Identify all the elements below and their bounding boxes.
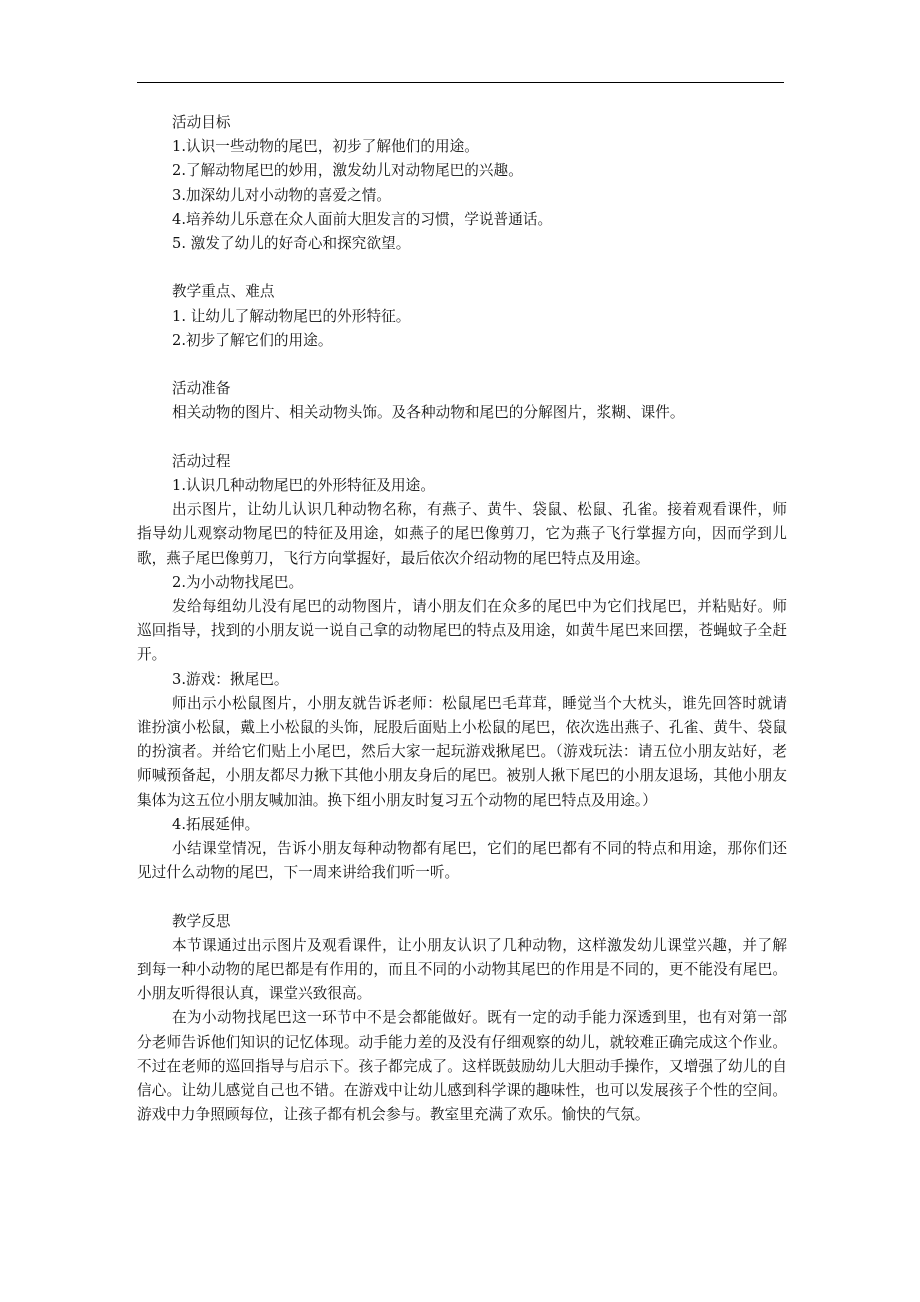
goal-item: 3.加深幼儿对小动物的喜爱之情。 [172,186,392,204]
section-heading: 活动过程 [172,452,231,470]
process-step-text: 师出示小松鼠图片，小朋友就告诉老师：松鼠尾巴毛茸茸，睡觉当个大枕头，谁先回答时就请谁扮演小松鼠，戴上小松鼠的头饰，屁股后面贴上小松鼠的尾巴，依次选出燕子、孔雀、黄牛、袋鼠的扮演者。并给它们贴上小尾巴，然后大家一起玩游戏揪尾巴。（游戏玩法：请五位小朋友站好，老师喊预备起，小朋友都尽力揪下其他小朋友身后的尾巴。被别人揪下尾巴的小朋友退场，其他小朋友集体为这五位小朋友喊加油。换下组小朋友时复习五个动物的尾巴特点及用途。） [137,694,787,809]
section-heading: 活动准备 [172,380,231,398]
section-heading: 教学重点、难点 [172,283,275,301]
process-step-text: 出示图片，让幼儿认识几种动物名称，有燕子、黄牛、袋鼠、松鼠、孔雀。接着观看课件，师指导幼儿观察动物尾巴的特征及用途，如燕子的尾巴像剪刀，它为燕子飞行掌握方向，因而学到儿歌，燕子尾巴像剪刀，飞行方向掌握好，最后依次介绍动物的尾巴特点及用途。 [137,501,787,567]
section-key-points [137,280,787,353]
key-point-item: 1. 让幼儿了解动物尾巴的外形特征。 [172,307,411,325]
section-preparation [137,377,787,425]
process-step-title: 3.游戏：揪尾巴。 [172,670,289,688]
process-step-text: 发给每组幼儿没有尾巴的动物图片，请小朋友们在众多的尾巴中为它们找尾巴，并粘贴好。师巡回指导，找到的小朋友说一说自己拿的动物尾巴的特点及用途，如黄牛尾巴来回摆，苍蝇蚊子全赶开。 [137,598,787,664]
goal-item: 1.认识一些动物的尾巴，初步了解他们的用途。 [172,138,479,156]
reflection-paragraph: 在为小动物找尾巴这一环节中不是会都能做好。既有一定的动手能力深透到里，也有对第一部分老师告诉他们知识的记忆体现。动手能力差的及没有仔细观察的幼儿，就较难正确完成这个作业。不过在老师的巡回指导与启示下。孩子都完成了。这样既鼓励幼儿大胆动手操作，又增强了幼儿的自信心。让幼儿感觉自己也不错。在游戏中让幼儿感到科学课的趣味性，也可以发展孩子个性的空间。游戏中力争照顾每位，让孩子都有机会参与。教室里充满了欢乐。愉快的气氛。 [137,1009,787,1124]
goal-item: 4.培养幼儿乐意在众人面前大胆发言的习惯，学说普通话。 [172,210,553,228]
section-process [137,450,787,886]
section-heading: 教学反思 [172,912,231,930]
goal-item: 2.了解动物尾巴的妙用，激发幼儿对动物尾巴的兴趣。 [172,162,523,180]
header-rule [137,82,784,83]
preparation-text: 相关动物的图片、相关动物头饰。及各种动物和尾巴的分解图片，浆糊、课件。 [172,404,685,422]
document-body [137,111,787,1127]
goal-item: 5. 激发了幼儿的好奇心和探究欲望。 [172,235,411,253]
process-step-title: 4.拓展延伸。 [172,815,260,833]
process-step-title: 2.为小动物找尾巴。 [172,573,304,591]
section-reflection [137,910,787,1128]
key-point-item: 2.初步了解它们的用途。 [172,331,333,349]
section-heading: 活动目标 [172,114,231,131]
reflection-paragraph: 本节课通过出示图片及观看课件，让小朋友认识了几种动物，这样激发幼儿课堂兴趣，并了解到每一种小动物的尾巴都是有作用的，而且不同的小动物其尾巴的作用是不同的，更不能没有尾巴。小朋友听得很认真，课堂兴致很高。 [137,936,787,1003]
section-activity-goals [137,111,787,256]
process-step-text: 小结课堂情况，告诉小朋友每种动物都有尾巴，它们的尾巴都有不同的特点和用途，那你们还见过什么动物的尾巴，下一周来讲给我们听一听。 [137,840,787,882]
process-step-title: 1.认识几种动物尾巴的外形特征及用途。 [172,477,435,494]
